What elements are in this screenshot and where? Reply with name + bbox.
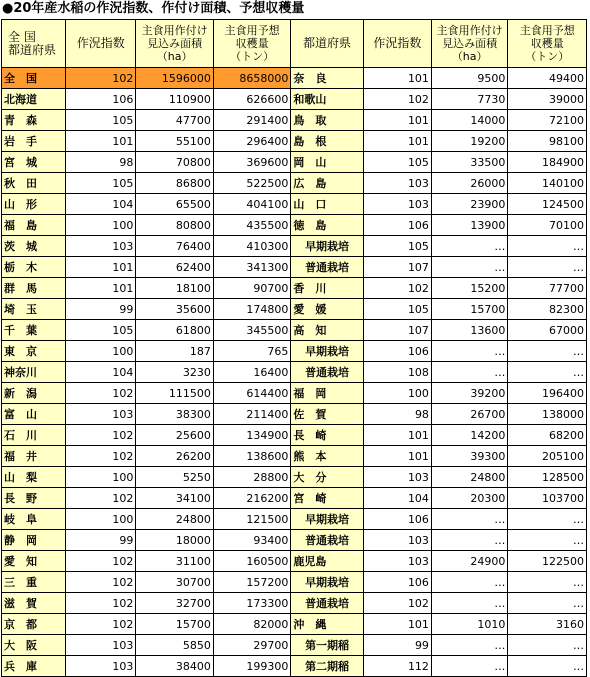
- table-row: [2, 320, 587, 341]
- left-pref-cell: 宮 城: [2, 152, 66, 173]
- left-index-cell: 101: [66, 257, 136, 278]
- left-yield-cell: 296400: [213, 131, 291, 152]
- right-index-cell: 99: [363, 635, 431, 656]
- table-row: [2, 593, 587, 614]
- header-row: [2, 20, 587, 68]
- left-index-cell: 104: [66, 194, 136, 215]
- left-index-cell: 102: [66, 593, 136, 614]
- right-pref-cell: 宮 崎: [291, 488, 363, 509]
- left-area-cell: 32700: [136, 593, 214, 614]
- right-index-cell: 112: [363, 656, 431, 677]
- left-pref-cell: 山 形: [2, 194, 66, 215]
- right-index-cell: 106: [363, 215, 431, 236]
- right-index-cell: 102: [363, 89, 431, 110]
- left-pref-cell: 東 京: [2, 341, 66, 362]
- table-row: [2, 68, 587, 89]
- right-index-cell: 101: [363, 425, 431, 446]
- table-row: [2, 383, 587, 404]
- left-yield-cell: 345500: [213, 320, 291, 341]
- right-yield-cell: 205100: [508, 446, 587, 467]
- right-yield-cell: …: [508, 362, 587, 383]
- right-index-cell: 108: [363, 362, 431, 383]
- right-index-cell: 106: [363, 341, 431, 362]
- right-area-cell: 13600: [431, 320, 507, 341]
- left-index-cell: 105: [66, 320, 136, 341]
- table-row: [2, 404, 587, 425]
- right-index-cell: 102: [363, 593, 431, 614]
- left-yield-cell: 765: [213, 341, 291, 362]
- right-pref-cell: 熊 本: [291, 446, 363, 467]
- right-area-cell: …: [431, 572, 507, 593]
- right-pref-cell: 佐 賀: [291, 404, 363, 425]
- right-pref-cell: 広 島: [291, 173, 363, 194]
- left-area-cell: 18000: [136, 530, 214, 551]
- right-pref-cell: 普通栽培: [291, 593, 363, 614]
- right-index-cell: 100: [363, 383, 431, 404]
- left-pref-cell: 三 重: [2, 572, 66, 593]
- left-pref-cell: 愛 知: [2, 551, 66, 572]
- right-pref-cell: 徳 島: [291, 215, 363, 236]
- left-pref-cell: 大 阪: [2, 635, 66, 656]
- right-area-cell: 33500: [431, 152, 507, 173]
- table-row: [2, 194, 587, 215]
- left-index-cell: 102: [66, 614, 136, 635]
- right-yield-cell: …: [508, 593, 587, 614]
- right-index-cell: 103: [363, 467, 431, 488]
- table-row: [2, 656, 587, 677]
- right-yield-cell: …: [508, 341, 587, 362]
- left-pref-cell: 千 葉: [2, 320, 66, 341]
- right-area-cell: 15200: [431, 278, 507, 299]
- left-pref-cell: 福 島: [2, 215, 66, 236]
- left-area-cell: 31100: [136, 551, 214, 572]
- left-area-cell: 55100: [136, 131, 214, 152]
- left-yield-cell: 28800: [213, 467, 291, 488]
- right-pref-cell: 奈 良: [291, 68, 363, 89]
- right-yield-cell: 140100: [508, 173, 587, 194]
- left-index-cell: 103: [66, 236, 136, 257]
- left-yield-cell: 404100: [213, 194, 291, 215]
- right-yield-cell: 138000: [508, 404, 587, 425]
- right-index-cell: 107: [363, 257, 431, 278]
- left-yield-cell: 121500: [213, 509, 291, 530]
- left-yield-cell: 16400: [213, 362, 291, 383]
- right-yield-cell: …: [508, 656, 587, 677]
- header-area-right: 主食用作付け 見込み面積 （ha）: [431, 20, 507, 68]
- right-area-cell: 26000: [431, 173, 507, 194]
- right-area-cell: 24800: [431, 467, 507, 488]
- right-pref-cell: 岡 山: [291, 152, 363, 173]
- right-yield-cell: 72100: [508, 110, 587, 131]
- right-yield-cell: 39000: [508, 89, 587, 110]
- left-yield-cell: 199300: [213, 656, 291, 677]
- left-index-cell: 102: [66, 551, 136, 572]
- table-row: [2, 152, 587, 173]
- table-row: [2, 215, 587, 236]
- right-yield-cell: …: [508, 509, 587, 530]
- left-index-cell: 105: [66, 173, 136, 194]
- left-pref-cell: 北海道: [2, 89, 66, 110]
- left-index-cell: 101: [66, 278, 136, 299]
- right-index-cell: 107: [363, 320, 431, 341]
- left-pref-cell: 神奈川: [2, 362, 66, 383]
- right-area-cell: 14000: [431, 110, 507, 131]
- right-pref-cell: 早期栽培: [291, 341, 363, 362]
- right-area-cell: 23900: [431, 194, 507, 215]
- right-pref-cell: 普通栽培: [291, 362, 363, 383]
- left-pref-cell: 福 井: [2, 446, 66, 467]
- left-pref-cell: 滋 賀: [2, 593, 66, 614]
- right-index-cell: 101: [363, 446, 431, 467]
- header-yield-left: 主食用予想 収穫量 （トン）: [213, 20, 291, 68]
- right-pref-cell: 普通栽培: [291, 530, 363, 551]
- right-pref-cell: 第二期稲: [291, 656, 363, 677]
- right-yield-cell: …: [508, 530, 587, 551]
- left-yield-cell: 93400: [213, 530, 291, 551]
- left-index-cell: 103: [66, 635, 136, 656]
- header-yield-right: 主食用予想 収穫量 （トン）: [508, 20, 587, 68]
- right-area-cell: …: [431, 656, 507, 677]
- left-index-cell: 102: [66, 488, 136, 509]
- left-yield-cell: 174800: [213, 299, 291, 320]
- table-row: [2, 488, 587, 509]
- left-pref-cell: 群 馬: [2, 278, 66, 299]
- left-area-cell: 38400: [136, 656, 214, 677]
- right-pref-cell: 沖 縄: [291, 614, 363, 635]
- table-row: [2, 341, 587, 362]
- left-area-cell: 5250: [136, 467, 214, 488]
- left-area-cell: 76400: [136, 236, 214, 257]
- table-title: ●20年産水稲の作況指数、作付け面積、予想収穫量: [2, 1, 305, 16]
- right-yield-cell: 49400: [508, 68, 587, 89]
- left-yield-cell: 435500: [213, 215, 291, 236]
- left-pref-cell: 静 岡: [2, 530, 66, 551]
- right-yield-cell: 128500: [508, 467, 587, 488]
- table-row: [2, 446, 587, 467]
- right-yield-cell: 82300: [508, 299, 587, 320]
- table-row: [2, 299, 587, 320]
- left-yield-cell: 216200: [213, 488, 291, 509]
- left-area-cell: 80800: [136, 215, 214, 236]
- left-area-cell: 5850: [136, 635, 214, 656]
- left-index-cell: 98: [66, 152, 136, 173]
- left-yield-cell: 157200: [213, 572, 291, 593]
- right-pref-cell: 鳥 取: [291, 110, 363, 131]
- left-index-cell: 102: [66, 446, 136, 467]
- left-area-cell: 18100: [136, 278, 214, 299]
- right-index-cell: 103: [363, 173, 431, 194]
- right-area-cell: …: [431, 593, 507, 614]
- header-pref-left: 全 国 都道府県: [2, 20, 66, 68]
- left-pref-cell: 岩 手: [2, 131, 66, 152]
- right-index-cell: 106: [363, 572, 431, 593]
- right-pref-cell: 大 分: [291, 467, 363, 488]
- left-yield-cell: 341300: [213, 257, 291, 278]
- right-yield-cell: …: [508, 572, 587, 593]
- right-yield-cell: 103700: [508, 488, 587, 509]
- left-index-cell: 102: [66, 68, 136, 89]
- right-area-cell: …: [431, 530, 507, 551]
- left-yield-cell: 626600: [213, 89, 291, 110]
- left-pref-cell: 埼 玉: [2, 299, 66, 320]
- left-pref-cell: 富 山: [2, 404, 66, 425]
- left-pref-cell: 長 野: [2, 488, 66, 509]
- table-row: [2, 362, 587, 383]
- header-index-right: 作況指数: [363, 20, 431, 68]
- right-pref-cell: 和歌山: [291, 89, 363, 110]
- left-yield-cell: 29700: [213, 635, 291, 656]
- left-yield-cell: 369600: [213, 152, 291, 173]
- right-index-cell: 102: [363, 278, 431, 299]
- right-index-cell: 105: [363, 152, 431, 173]
- left-pref-cell: 秋 田: [2, 173, 66, 194]
- right-pref-cell: 福 岡: [291, 383, 363, 404]
- left-yield-cell: 160500: [213, 551, 291, 572]
- right-index-cell: 106: [363, 509, 431, 530]
- header-area-left: 主食用作付け 見込み面積 （ha）: [136, 20, 214, 68]
- right-pref-cell: 第一期稲: [291, 635, 363, 656]
- left-pref-cell: 岐 阜: [2, 509, 66, 530]
- left-pref-cell: 栃 木: [2, 257, 66, 278]
- table-row: [2, 236, 587, 257]
- left-yield-cell: 173300: [213, 593, 291, 614]
- right-area-cell: 39200: [431, 383, 507, 404]
- left-index-cell: 100: [66, 467, 136, 488]
- right-yield-cell: …: [508, 236, 587, 257]
- right-index-cell: 105: [363, 236, 431, 257]
- left-index-cell: 102: [66, 383, 136, 404]
- table-row: [2, 530, 587, 551]
- right-index-cell: 103: [363, 551, 431, 572]
- table-row: [2, 635, 587, 656]
- right-yield-cell: …: [508, 257, 587, 278]
- right-yield-cell: 184900: [508, 152, 587, 173]
- header-index-left: 作況指数: [66, 20, 136, 68]
- left-area-cell: 86800: [136, 173, 214, 194]
- left-index-cell: 99: [66, 530, 136, 551]
- right-pref-cell: 愛 媛: [291, 299, 363, 320]
- left-yield-cell: 522500: [213, 173, 291, 194]
- left-pref-cell: 京 都: [2, 614, 66, 635]
- left-pref-cell: 山 梨: [2, 467, 66, 488]
- right-yield-cell: 68200: [508, 425, 587, 446]
- right-index-cell: 103: [363, 530, 431, 551]
- right-yield-cell: 70100: [508, 215, 587, 236]
- right-pref-cell: 鹿児島: [291, 551, 363, 572]
- right-pref-cell: 香 川: [291, 278, 363, 299]
- right-pref-cell: 普通栽培: [291, 257, 363, 278]
- right-yield-cell: 122500: [508, 551, 587, 572]
- left-area-cell: 24800: [136, 509, 214, 530]
- left-area-cell: 187: [136, 341, 214, 362]
- table-row: [2, 425, 587, 446]
- right-yield-cell: 67000: [508, 320, 587, 341]
- right-index-cell: 101: [363, 68, 431, 89]
- right-index-cell: 101: [363, 110, 431, 131]
- table-row: [2, 131, 587, 152]
- left-pref-cell: 兵 庫: [2, 656, 66, 677]
- right-index-cell: 105: [363, 299, 431, 320]
- left-pref-cell: 青 森: [2, 110, 66, 131]
- right-pref-cell: 長 崎: [291, 425, 363, 446]
- left-index-cell: 99: [66, 299, 136, 320]
- right-pref-cell: 早期栽培: [291, 509, 363, 530]
- right-area-cell: 14200: [431, 425, 507, 446]
- right-area-cell: …: [431, 635, 507, 656]
- left-area-cell: 15700: [136, 614, 214, 635]
- right-area-cell: …: [431, 236, 507, 257]
- right-pref-cell: 早期栽培: [291, 236, 363, 257]
- right-yield-cell: 124500: [508, 194, 587, 215]
- right-area-cell: 9500: [431, 68, 507, 89]
- left-yield-cell: 134900: [213, 425, 291, 446]
- right-area-cell: 19200: [431, 131, 507, 152]
- left-area-cell: 110900: [136, 89, 214, 110]
- right-area-cell: …: [431, 362, 507, 383]
- header-pref-right: 都道府県: [291, 20, 363, 68]
- right-area-cell: 24900: [431, 551, 507, 572]
- left-index-cell: 100: [66, 215, 136, 236]
- left-area-cell: 111500: [136, 383, 214, 404]
- left-area-cell: 34100: [136, 488, 214, 509]
- left-yield-cell: 82000: [213, 614, 291, 635]
- right-yield-cell: 196400: [508, 383, 587, 404]
- right-area-cell: …: [431, 341, 507, 362]
- left-area-cell: 1596000: [136, 68, 214, 89]
- left-index-cell: 106: [66, 89, 136, 110]
- left-index-cell: 105: [66, 110, 136, 131]
- table-row: [2, 89, 587, 110]
- right-area-cell: 13900: [431, 215, 507, 236]
- left-index-cell: 104: [66, 362, 136, 383]
- left-area-cell: 47700: [136, 110, 214, 131]
- right-area-cell: 1010: [431, 614, 507, 635]
- left-index-cell: 103: [66, 656, 136, 677]
- right-area-cell: 7730: [431, 89, 507, 110]
- left-index-cell: 100: [66, 509, 136, 530]
- right-pref-cell: 島 根: [291, 131, 363, 152]
- right-pref-cell: 高 知: [291, 320, 363, 341]
- right-area-cell: 39300: [431, 446, 507, 467]
- table-row: [2, 467, 587, 488]
- table-row: [2, 614, 587, 635]
- left-area-cell: 30700: [136, 572, 214, 593]
- left-pref-cell: 全 国: [2, 68, 66, 89]
- left-area-cell: 25600: [136, 425, 214, 446]
- right-index-cell: 103: [363, 194, 431, 215]
- left-index-cell: 101: [66, 131, 136, 152]
- table-row: [2, 509, 587, 530]
- right-area-cell: 20300: [431, 488, 507, 509]
- left-area-cell: 65500: [136, 194, 214, 215]
- left-area-cell: 26200: [136, 446, 214, 467]
- right-area-cell: …: [431, 509, 507, 530]
- table-row: [2, 572, 587, 593]
- left-yield-cell: 138600: [213, 446, 291, 467]
- left-index-cell: 102: [66, 425, 136, 446]
- left-area-cell: 38300: [136, 404, 214, 425]
- left-area-cell: 61800: [136, 320, 214, 341]
- left-yield-cell: 614400: [213, 383, 291, 404]
- left-index-cell: 103: [66, 404, 136, 425]
- right-index-cell: 98: [363, 404, 431, 425]
- left-area-cell: 62400: [136, 257, 214, 278]
- left-area-cell: 70800: [136, 152, 214, 173]
- right-index-cell: 101: [363, 614, 431, 635]
- right-yield-cell: …: [508, 635, 587, 656]
- left-yield-cell: 410300: [213, 236, 291, 257]
- left-yield-cell: 291400: [213, 110, 291, 131]
- right-index-cell: 101: [363, 131, 431, 152]
- left-pref-cell: 石 川: [2, 425, 66, 446]
- left-area-cell: 35600: [136, 299, 214, 320]
- right-yield-cell: 98100: [508, 131, 587, 152]
- right-index-cell: 104: [363, 488, 431, 509]
- left-yield-cell: 90700: [213, 278, 291, 299]
- right-area-cell: 26700: [431, 404, 507, 425]
- left-pref-cell: 新 潟: [2, 383, 66, 404]
- right-pref-cell: 早期栽培: [291, 572, 363, 593]
- left-area-cell: 3230: [136, 362, 214, 383]
- left-index-cell: 100: [66, 341, 136, 362]
- right-pref-cell: 山 口: [291, 194, 363, 215]
- right-area-cell: 15700: [431, 299, 507, 320]
- crop-table: [1, 19, 587, 677]
- table-row: [2, 278, 587, 299]
- left-pref-cell: 茨 城: [2, 236, 66, 257]
- left-index-cell: 102: [66, 572, 136, 593]
- table-row: [2, 257, 587, 278]
- table-row: [2, 551, 587, 572]
- table-row: [2, 173, 587, 194]
- left-yield-cell: 8658000: [213, 68, 291, 89]
- right-area-cell: …: [431, 257, 507, 278]
- left-yield-cell: 211400: [213, 404, 291, 425]
- right-yield-cell: 3160: [508, 614, 587, 635]
- right-yield-cell: 77700: [508, 278, 587, 299]
- table-row: [2, 110, 587, 131]
